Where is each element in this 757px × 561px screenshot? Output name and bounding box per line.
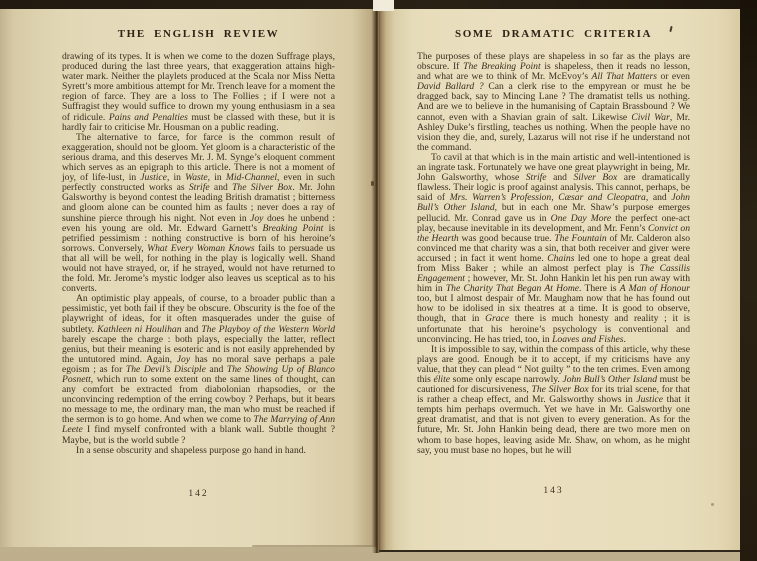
book-right-edge [740, 0, 757, 561]
paragraph: The purposes of these plays are shapeless in so far as the plays are obscure. If The Breaking Point is shapeless, then it reads no lesson, and what are we to think of Mr. McEvoy’s All That Matters or even David Ballard ? Can a clerk rise to the empyrean or must he be dragged back, say to Mincing Lane ? The dramatist tells us nothing. And are we to believe in the humanising of Captain Brassbound ? We cannot, even with a Shavian grain of salt. Likewise Civil War, Mr. Ashley Duke’s firstling, teaches us nothing. When the people have no vision they die, and, surely, Lazarus will not rise if he understand not the command. [417, 51, 691, 153]
paragraph: The alternative to farce, for farce is the common result of exaggeration, should not be gloom. Yet gloom is a characteristic of the serious drama, and this deserves Mr. J. M. Synge’s eloquent comment which serves as an epigraph to this article. There is not a moment of joy, of life-lust, in Justice, in Waste, in Mid-Channel, even in such perfectly constructed works as Strife and The Silver Box. Mr. John Galsworthy is beyond contest the leading British dramatist ; bitterness and gloom alone can be counted him as faults ; never does a ray of sunshine pierce through his night. Not even in Joy does he unbend : even his young are old. Mr. Edward Garnett’s Breaking Point is petrified pessimism : nothing constructive is born of his heroine’s sorrows. Conversely, What Every Woman Knows fails to persuade us that all will be well, for nothing in the play is logically well. Shand would not have strayed, or, if he strayed, would not have returned to the fold. Mr. Jerome’s mystic lodger also leaves us sceptical as to his converts. [62, 131, 336, 295]
left-page-number: 142 [188, 489, 209, 499]
paragraph: drawing of its types. It is when we come to the dozen Suffrage plays, produced during the last three years, that exaggeration attains high-water mark. Neither the playlets produced at the Scala nor Miss Netta Syrett’s more ambitious attempt for Mr. Trench leave for a moment the region of farce. They are a loss to The Follies ; if I were not a Suffragist they would suffice to drown my young enthusiasm in a sea of ridicule. Pains and Penalties must be classed with these, but it is hardly fair to criticise Mr. Housman on a public reading. [62, 51, 335, 133]
book-gutter [372, 0, 381, 553]
paragraph: To cavil at that which is in the main artistic and well-intentioned is an ingrate task. Fortunately we have one great playwright in being, Mr. John Galsworthy, whose Strife and Silver Box are dramatically flawless. Their logic is proof against analysis. This cannot, perhaps, be said of Mrs. Warren’s Profession, Cæsar and Cleopatra, and John Bull’s Other Island, but in each one Mr. Shaw’s purpose emerges pellucid. Mr. Conrad gave us in One Day More the perfect one-act play, because inevitable in its development, and Mr. Fenn’s Convict on the Hearth was good because true. The Fountain of Mr. Calderon also convinced me that charity was a sin, that both receiver and giver were accursed ; in fact it went home. Chains led one to hope a great deal from Miss Baker ; while an almost perfect play is The Cassilis Engagement ; however, Mr. St. John Hankin let his pen run away with him in The Charity That Began At Home. There is A Man of Honour too, but I almost despair of Mr. Maugham now that he has found out how to be idolised in six theatres at a time. It is good to observe, though, that in Grace there is much honesty and reality ; it is unfortunate that his heroine’s psychology is conventional and unconvincing. He has tried, too, in Loaves and Fishes. [417, 151, 691, 345]
right-page-header: SOME DRAMATIC CRITERIA [454, 28, 652, 40]
paragraph: It is impossible to say, within the compass of this article, why these plays are good. Enough be it to accept, if my criticisms have any value, that they can plead “ Not guilty ” to the ten crimes. Even among this élite some only escape narrowly. John Bull’s Other Island must be cautioned for discursiveness, The Silver Box for its trial scene, for that is rather a cheap effect, and Mr. Galsworthy shows in Justice that it tempts him perhaps overmuch. Yet we have in Mr. Galsworthy one great dramatist, and that is not given to every generation. As for the future, Mr. St. John Hankin being dead, there are two more men on whom to base hopes, leaving aside Mr. Shaw, on whom, as he might say, you must base no hopes, but he will [417, 343, 691, 456]
right-page-number: 143 [543, 486, 564, 496]
right-page [379, 8, 740, 552]
scan-speck [371, 181, 374, 186]
right-page-body [417, 52, 690, 456]
gutter-top-gap [373, 0, 394, 11]
scan-speck [711, 503, 714, 506]
left-page-body [62, 52, 335, 456]
left-page-header: THE ENGLISH REVIEW [117, 28, 280, 40]
left-page-bottom-edge [252, 545, 374, 547]
paragraph: An optimistic play appeals, of course, to a broader public than a pessimistic, yet both fail if they be obscure. Obscurity is the foe of the playwright of ideas, for it often masquerades under the guise of subtlety. Kathleen ni Houlihan and The Playboy of the Western World barely escape the charge : both plays, especially the latter, reflect genius, but their meaning is esoteric and is not easily apprehended by the untutored mind. Again, Joy has no moral save perhaps a pale egoism ; as for The Devil’s Disciple and The Showing Up of Blanco Posnett, which run to some extent on the same lines of thought, can any comfort be extracted from diabolonian rhapsodies, or the unconvincing redemption of the erring cowboy ? Perhaps, but it bears no message to me, the ordinary man, the man who must be reached if the sermon is to go home. And when we come to The Marrying of Ann Leete I find myself confronted with a blank wall. Subtle thought ? Maybe, but is the world subtle ? [62, 293, 335, 446]
left-page [0, 8, 377, 547]
paragraph: In a sense obscurity and shapeless purpose go hand in hand. [76, 444, 306, 456]
